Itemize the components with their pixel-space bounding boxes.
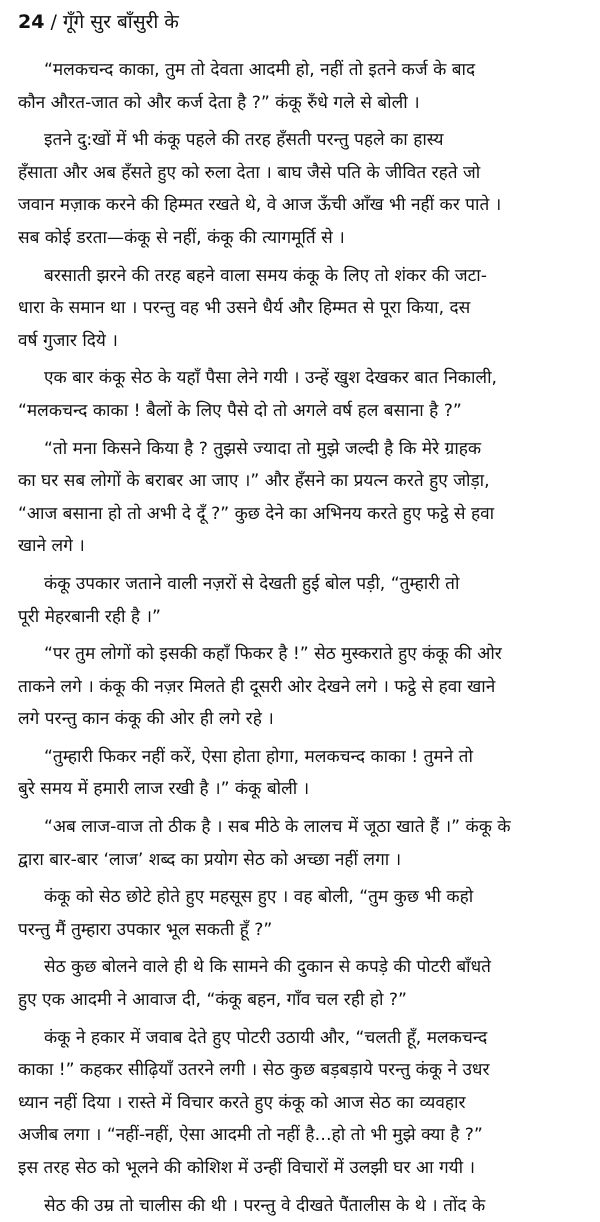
- page-body-text: [18, 54, 588, 1222]
- text-line: कौन औरत-जात को और कर्ज देता है ?” कंकू रुँधे गले से बोली ।: [18, 92, 420, 113]
- paragraph: [18, 568, 588, 633]
- text-line: इस तरह सेठ को भूलने की कोशिश में उन्हीं विचारों में उलझी घर आ गयी ।: [18, 1158, 476, 1178]
- text-line: इतने दु:खों में भी कंकू पहले की तरह हँसती परन्तु पहले का हास्य: [44, 130, 444, 151]
- text-line: हुए एक आदमी ने आवाज दी, “कंकू बहन, गाँव चल रही हो ?”: [18, 990, 407, 1011]
- text-line: पूरी मेहरबानी रही है ।”: [18, 606, 161, 627]
- text-line: सब कोई डरता—कंकू से नहीं, कंकू की त्यागमूर्ति से ।: [18, 227, 345, 248]
- text-line: ताकने लगे । कंकू की नज़र मिलते ही दूसरी ओर देखने लगे । फट्ठे से हवा खाने: [18, 676, 496, 697]
- text-line: जवान मज़ाक करने की हिम्मत रखते थे, वे आज ऊँची आँख भी नहीं कर पाते ।: [18, 195, 502, 216]
- paragraph: [18, 433, 588, 563]
- paragraph: [18, 951, 588, 1016]
- text-line: अजीब लगा । “नहीं-नहीं, ऐसा आदमी तो नहीं है…हो तो भी मुझे क्या है ?”: [18, 1125, 483, 1146]
- paragraph: [18, 54, 588, 119]
- paragraph: [18, 638, 588, 736]
- text-line: का घर सब लोगों के बराबर आ जाए ।” और हँसने का प्रयत्न करते हुए जोड़ा,: [18, 471, 490, 492]
- paragraph: [18, 881, 588, 946]
- text-line: सेठ कुछ बोलने वाले ही थे कि सामने की दुकान से कपड़े की पोटरी बाँधते: [44, 957, 491, 978]
- text-line: खाने लगे ।: [18, 536, 85, 557]
- text-line: कंकू ने हकार में जवाब देते हुए पोटरी उठायी और, “चलती हूँ, मलकचन्द: [44, 1027, 488, 1048]
- text-line: कंकू उपकार जताने वाली नज़रों से देखती हुई बोल पड़ी, “तुम्हारी तो: [44, 573, 460, 594]
- text-line: “तुम्हारी फिकर नहीं करें, ऐसा होता होगा, मलकचन्द काका ! तुमने तो: [44, 746, 473, 767]
- page-header: [18, 8, 588, 36]
- header-separator: /: [50, 11, 57, 33]
- text-line: धारा के समान था । परन्तु वह भी उसने धैर्य और हिम्मत से पूरा किया, दस: [18, 298, 471, 319]
- text-line: परन्तु मैं तुम्हारा उपकार भूल सकती हूँ ?”: [18, 919, 273, 940]
- paragraph: [18, 811, 588, 876]
- text-line: कंकू को सेठ छोटे होते हुए महसूस हुए । वह बोली, “तुम कुछ भी कहो: [44, 887, 474, 908]
- paragraph: [18, 124, 588, 254]
- paragraph: [18, 1022, 588, 1185]
- paragraph: [18, 741, 588, 806]
- text-line: “आज बसाना हो तो अभी दे दूँ ?” कुछ देने का अभिनय करते हुए फट्ठे से हवा: [18, 503, 495, 524]
- text-line: काका !” कहकर सीढ़ियाँ उतरने लगी । सेठ कुछ बड़बड़ाये परन्तु कंकू ने उधर: [18, 1060, 490, 1081]
- text-line: एक बार कंकू सेठ के यहाँ पैसा लेने गयी । उन्हें खुश देखकर बात निकाली,: [44, 368, 497, 389]
- book-title: गूँगे सुर बाँसुरी के: [62, 11, 179, 33]
- paragraph: [18, 260, 588, 358]
- text-line: ध्यान नहीं दिया । रास्ते में विचार करते हुए कंकू को आज सेठ का व्यवहार: [18, 1092, 466, 1113]
- text-line: बरसाती झरने की तरह बहने वाला समय कंकू के लिए तो शंकर की जटा-: [44, 265, 487, 286]
- text-line: “मलकचन्द काका ! बैलों के लिए पैसे दो तो अगले वर्ष हल बसाना है ?”: [18, 400, 462, 421]
- text-line: “अब लाज-वाज तो ठीक है । सब मीठे के लालच में जूठा खाते हैं ।” कंकू के: [44, 817, 511, 838]
- text-line: “पर तुम लोगों को इसकी कहाँ फिकर है !” सेठ मुस्कराते हुए कंकू की ओर: [44, 644, 502, 665]
- page-number: 24: [18, 11, 45, 33]
- text-line: बुरे समय में हमारी लाज रखी है ।” कंकू बोली ।: [18, 779, 310, 800]
- text-line: द्वारा बार-बार ‘लाज’ शब्द का प्रयोग सेठ को अच्छा नहीं लगा ।: [18, 849, 402, 870]
- text-line: हँसाता और अब हँसते हुए को रुला देता । बाघ जैसे पति के जीवित रहते जो: [18, 162, 481, 183]
- paragraph: [18, 1190, 588, 1222]
- text-line: “तो मना किसने किया है ? तुझसे ज्यादा तो मुझे जल्दी है कि मेरे ग्राहक: [44, 438, 482, 459]
- paragraph: [18, 362, 588, 427]
- text-line: सेठ की उम्र तो चालीस की थी । परन्तु वे दीखते पैंतालीस के थे । तोंद के: [44, 1195, 486, 1216]
- text-line: “मलकचन्द काका, तुम तो देवता आदमी हो, नहीं तो इतने कर्ज के बाद: [44, 60, 476, 80]
- text-line: वर्ष गुजार दिये ।: [18, 330, 118, 351]
- text-line: लगे परन्तु कान कंकू की ओर ही लगे रहे ।: [18, 709, 274, 730]
